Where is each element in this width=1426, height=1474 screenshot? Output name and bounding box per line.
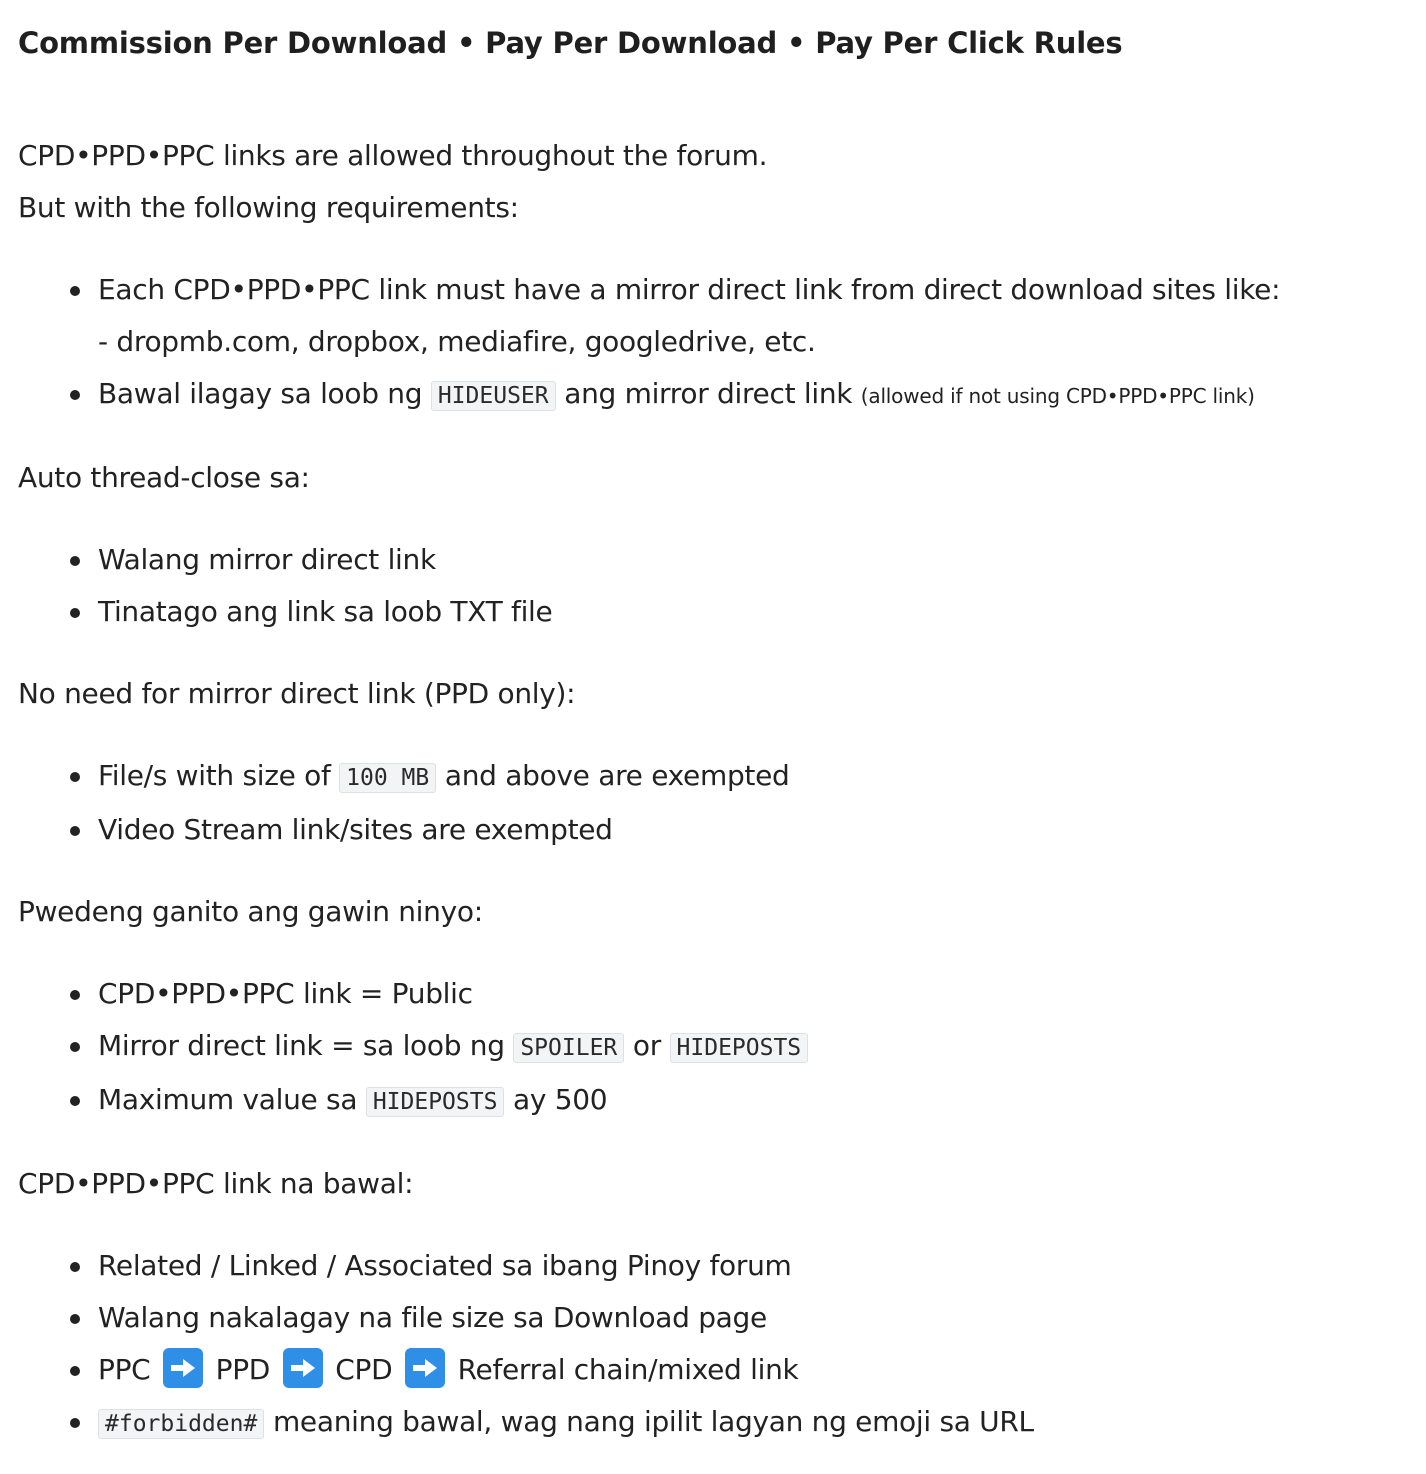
no-need-1-text-after: and above are exempted bbox=[444, 759, 790, 792]
allowed-2-text: Mirror direct link = sa loob ng bbox=[98, 1029, 505, 1062]
forbidden-tag: #forbidden# bbox=[98, 1409, 264, 1439]
list-item bbox=[98, 1020, 1426, 1074]
hideposts-tag: HIDEPOSTS bbox=[366, 1087, 505, 1117]
intro-line-2: But with the following requirements: bbox=[18, 191, 519, 224]
list-item: CPD•PPD•PPC link = Public bbox=[98, 968, 1426, 1020]
list-item: Tinatago ang link sa loob TXT file bbox=[98, 586, 1426, 638]
post-title: Commission Per Download • Pay Per Download • Pay Per Click Rules bbox=[18, 26, 1123, 60]
allowed-3-text-after: ay 500 bbox=[513, 1083, 608, 1116]
no-need-heading: No need for mirror direct link (PPD only): bbox=[18, 677, 576, 710]
hideposts-tag: HIDEPOSTS bbox=[670, 1033, 809, 1063]
chain-ppd: PPD bbox=[215, 1353, 271, 1386]
list-item: Walang mirror direct link bbox=[98, 534, 1426, 586]
list-item bbox=[98, 368, 1426, 422]
requirement-2-text: Bawal ilagay sa loob ng bbox=[98, 377, 423, 410]
auto-close-heading: Auto thread-close sa: bbox=[18, 461, 310, 494]
requirement-1-line-2: - dropmb.com, dropbox, mediafire, googledrive, etc. bbox=[98, 325, 816, 358]
list-item bbox=[98, 750, 1426, 804]
right-arrow-icon bbox=[163, 1348, 203, 1388]
no-need-1-text: File/s with size of bbox=[98, 759, 331, 792]
no-need-list bbox=[18, 750, 1426, 856]
requirement-2-note: (allowed if not using CPD•PPD•PPC link) bbox=[860, 384, 1255, 408]
right-arrow-icon bbox=[405, 1348, 445, 1388]
chain-ppc: PPC bbox=[98, 1353, 151, 1386]
list-item bbox=[98, 1396, 1426, 1450]
allowed-heading: Pwedeng ganito ang gawin ninyo: bbox=[18, 895, 483, 928]
list-item bbox=[98, 264, 1426, 368]
chain-cpd: CPD bbox=[335, 1353, 393, 1386]
list-item: Walang nakalagay na file size sa Download page bbox=[98, 1292, 1426, 1344]
list-item bbox=[98, 1074, 1426, 1128]
list-item: Video Stream link/sites are exempted bbox=[98, 804, 1426, 856]
intro-line-1: CPD•PPD•PPC links are allowed throughout the forum. bbox=[18, 139, 768, 172]
chain-referral: Referral chain/mixed link bbox=[457, 1353, 799, 1386]
right-arrow-icon bbox=[283, 1348, 323, 1388]
allowed-3-text: Maximum value sa bbox=[98, 1083, 358, 1116]
forbidden-heading: CPD•PPD•PPC link na bawal: bbox=[18, 1167, 414, 1200]
hideuser-tag: HIDEUSER bbox=[431, 381, 556, 411]
requirements-list bbox=[18, 264, 1426, 422]
spoiler-tag: SPOILER bbox=[513, 1033, 624, 1063]
forbidden-list bbox=[18, 1240, 1426, 1450]
list-item: Related / Linked / Associated sa ibang Pinoy forum bbox=[98, 1240, 1426, 1292]
requirement-1-line-1: Each CPD•PPD•PPC link must have a mirror direct link from direct download sites like: bbox=[98, 273, 1281, 306]
list-item bbox=[98, 1344, 1426, 1396]
size-tag: 100 MB bbox=[339, 763, 436, 793]
requirement-2-text-after: ang mirror direct link bbox=[564, 377, 853, 410]
forbidden-4-text: meaning bawal, wag nang ipilit lagyan ng emoji sa URL bbox=[272, 1405, 1034, 1438]
allowed-list bbox=[18, 968, 1426, 1128]
auto-close-list bbox=[18, 534, 1426, 638]
allowed-2-or: or bbox=[632, 1029, 661, 1062]
